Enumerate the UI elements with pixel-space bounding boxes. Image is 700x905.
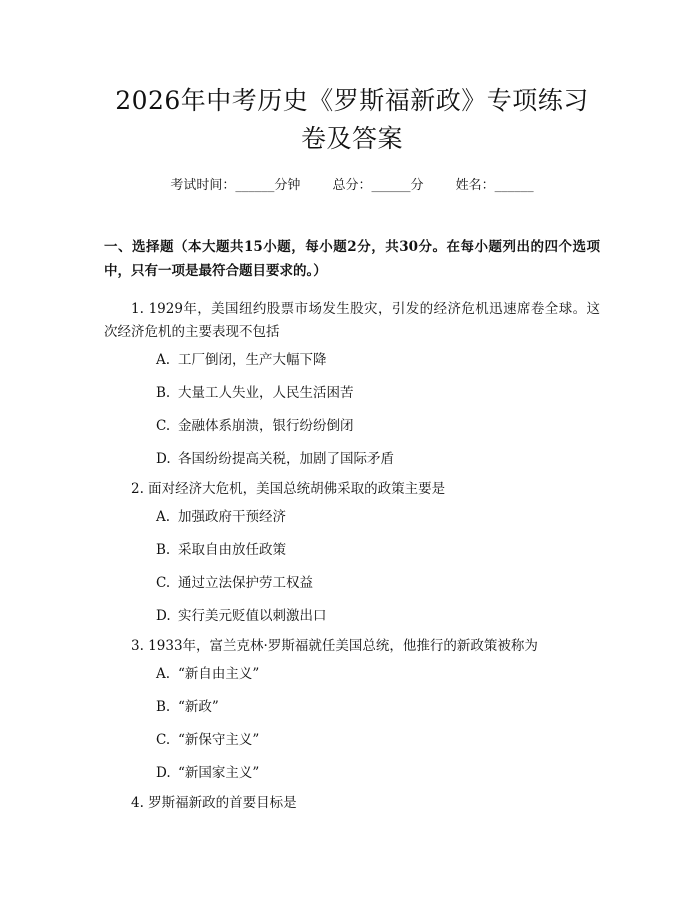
option-list [104,658,600,790]
question-stem: 3. 1933年，富兰克林·罗斯福就任美国总统，他推行的新政策被称为 [131,638,538,654]
option-d [104,443,600,476]
option-letter: A. [156,509,171,525]
question-3 [104,635,600,790]
option-letter: D. [156,608,171,624]
option-letter: A. [156,352,171,368]
option-text: 大量工人失业，人民生活困苦 [178,385,354,401]
section-heading: 一、选择题（本大题共15小题，每小题2分，共30分。在每小题列出的四个选项中，只有一项是最符合题目要求的。） [104,239,600,279]
option-text: 实行美元贬值以刺激出口 [178,608,327,624]
option-letter: C. [156,418,171,434]
option-a [104,658,600,691]
student-name-field: 姓名：______ [455,178,534,193]
question-stem: 4. 罗斯福新政的首要目标是 [131,795,297,811]
option-a [104,344,600,377]
option-letter: C. [156,732,171,748]
question-stem: 2. 面对经济大危机，美国总统胡佛采取的政策主要是 [131,481,446,497]
option-c [104,567,600,600]
question-2 [104,478,600,633]
question-4 [104,792,600,815]
exam-time-field: 考试时间：______分钟 [170,178,301,193]
option-letter: D. [156,451,171,467]
option-letter: B. [156,542,171,558]
option-c [104,724,600,757]
document-title: 2026年中考历史《罗斯福新政》专项练习卷及答案 [115,86,589,153]
option-text: 通过立法保护劳工权益 [178,575,313,591]
total-score-field: 总分：______分 [332,178,424,193]
option-letter: D. [156,765,171,781]
option-letter: B. [156,699,171,715]
option-letter: C. [156,575,171,591]
option-b [104,691,600,724]
option-letter: B. [156,385,171,401]
option-letter: A. [156,666,171,682]
option-b [104,534,600,567]
option-text: 各国纷纷提高关税，加剧了国际矛盾 [178,451,394,467]
option-text: 采取自由放任政策 [178,542,286,558]
option-list [104,344,600,476]
option-text: “新国家主义” [178,765,260,781]
option-d [104,600,600,633]
question-stem: 1. 1929年，美国纽约股票市场发生股灾，引发的经济危机迅速席卷全球。这次经济危机的主要表现不包括 [104,301,600,340]
question-1 [104,298,600,476]
option-d [104,757,600,790]
exam-meta [104,177,600,195]
option-text: 加强政府干预经济 [178,509,286,525]
option-b [104,377,600,410]
option-text: 工厂倒闭，生产大幅下降 [178,352,327,368]
option-c [104,410,600,443]
option-a [104,501,600,534]
option-text: “新政” [178,699,219,715]
option-text: “新自由主义” [178,666,260,682]
option-text: “新保守主义” [178,732,260,748]
option-list [104,501,600,633]
option-text: 金融体系崩溃，银行纷纷倒闭 [178,418,354,434]
